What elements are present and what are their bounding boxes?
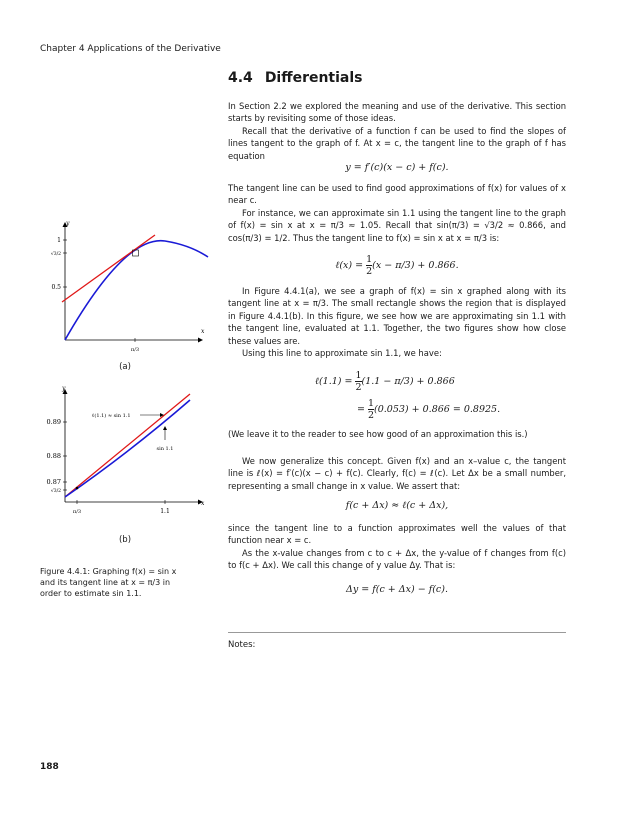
y-tick-label-sqrt3: √3/2 bbox=[50, 252, 61, 257]
x-axis-arrow bbox=[198, 338, 203, 343]
section-title bbox=[228, 70, 375, 86]
eq-lhs: ℓ(1.1) = bbox=[315, 376, 356, 387]
figure-caption: Figure 4.4.1: Graphing f(x) = sin x and its tangent line at x = π/3 in order to estimate sin 1.1. bbox=[40, 567, 177, 598]
y-tick-label-half: 0.5 bbox=[51, 284, 61, 291]
y-tick-label-sqrt3: √3/2 bbox=[50, 489, 61, 494]
frac-den: 2 bbox=[366, 266, 373, 277]
frac-num: 1 bbox=[366, 254, 373, 265]
eq-rhs: (0.053) + 0.866 = 0.8925. bbox=[374, 404, 501, 415]
equation-tangent: y = f′(c)(x − c) + f(c). bbox=[345, 162, 449, 173]
figure-b-label: (b) bbox=[118, 535, 132, 545]
figure-a-label: (a) bbox=[119, 362, 131, 372]
paragraph-block bbox=[228, 455, 566, 492]
paragraph-block bbox=[228, 522, 566, 572]
tangent-line bbox=[62, 235, 155, 302]
paragraph-block bbox=[228, 285, 566, 359]
x-tick-label-11: 1.1 bbox=[160, 508, 170, 515]
paragraph-intro bbox=[228, 100, 566, 162]
paragraph: We now generalize this concept. Given f(x) and an x–value c, the tangent line is ℓ(x) = f′(c)(x − c) + f(c). Clearly, f(c) = ℓ(c). Let Δx be a small number, representing a small change in x value. We assert that: bbox=[228, 456, 566, 491]
annotation-sin: sin 1.1 bbox=[156, 446, 174, 452]
paragraph-block bbox=[228, 182, 566, 244]
x-tick-label-pi3: π/3 bbox=[130, 347, 140, 353]
tangency-point bbox=[76, 487, 79, 490]
sine-curve bbox=[65, 241, 208, 340]
paragraph: As the x-value changes from c to c + Δx, the y-value of f changes from f(c) to f(c + Δx). We call this change of y value Δy. That is: bbox=[228, 547, 566, 571]
frac-num: 1 bbox=[355, 370, 362, 381]
eq-lhs: ℓ(x) = bbox=[335, 260, 367, 271]
paragraph: In Figure 4.4.1(a), we see a graph of f(x) = sin x graphed along with its tangent line at x = π/3. The small rectangle shows the region that is displayed in Figure 4.4.1(b). In this figure, we see how we are approximating sin 1.1 with the tangent line, evaluated at 1.1. Together, the two figures show how close these values are. bbox=[228, 286, 566, 346]
frac-den: 2 bbox=[367, 410, 375, 421]
notes-divider bbox=[228, 632, 566, 633]
paragraph: For instance, we can approximate sin 1.1 using the tangent line to the graph of f(x) = sin x at x = π/3 ≈ 1.05. Recall that sin(π/3) = √3/2 ≈ 0.866, and cos(π/3) = 1/2. Thus the tangent line to f(x) = sin x at x = π/3 is: bbox=[228, 207, 566, 243]
eq-rhs: (x − π/3) + 0.866. bbox=[372, 260, 459, 271]
frac-num: 1 bbox=[367, 398, 375, 409]
equation-approx-2 bbox=[357, 398, 577, 421]
notes-label: Notes: bbox=[228, 640, 256, 650]
paragraph: Recall that the derivative of a function f can be used to find the slopes of lines tangent to the graph of f. At x = c, the tangent line to the graph of f has equation bbox=[228, 125, 566, 161]
paragraph: The tangent line can be used to find good approximations of f(x) for values of x near c. bbox=[228, 183, 566, 206]
y-tick-label-1: 1 bbox=[57, 237, 61, 244]
y-tick-label-088: 0.88 bbox=[46, 452, 61, 460]
frac-den: 2 bbox=[355, 382, 362, 393]
paragraph-note: (We leave it to the reader to see how good of an approximation this is.) bbox=[228, 429, 528, 439]
figure-a-plot bbox=[40, 215, 215, 355]
equation-approx-1 bbox=[315, 370, 565, 393]
chapter-header: Chapter 4 Applications of the Derivative bbox=[40, 44, 221, 54]
page-number: 188 bbox=[40, 762, 59, 772]
equation-assert: f(c + Δx) ≈ ℓ(c + Δx), bbox=[345, 500, 449, 511]
y-tick-label-087: 0.87 bbox=[46, 478, 61, 486]
section-name: Differentials bbox=[264, 70, 363, 86]
y-axis-label: y bbox=[62, 385, 66, 392]
equation-ell bbox=[228, 254, 566, 277]
x-axis-label: x bbox=[201, 500, 205, 507]
paragraph: Using this line to approximate sin 1.1, we have: bbox=[242, 348, 442, 359]
annotation-ell: ℓ(1.1) ≈ sin 1.1 bbox=[92, 413, 131, 419]
x-axis-label: x bbox=[201, 328, 205, 335]
paragraph: In Section 2.2 we explored the meaning and use of the derivative. This section starts by revisiting some of those ideas. bbox=[228, 101, 566, 124]
eq-eq: = bbox=[357, 404, 368, 415]
y-tick-label-089: 0.89 bbox=[46, 418, 61, 426]
section-number: 4.4 bbox=[228, 70, 253, 86]
x-tick-label-pi3: π/3 bbox=[72, 509, 82, 515]
arrowhead bbox=[163, 426, 167, 430]
figure-b-plot bbox=[40, 382, 215, 522]
paragraph: since the tangent line to a function approximates well the values of that function near x = c. bbox=[228, 523, 566, 546]
y-axis-label: y bbox=[66, 220, 70, 227]
eq-rhs: (1.1 − π/3) + 0.866 bbox=[361, 376, 455, 387]
equation-delta-y: Δy = f(c + Δx) − f(c). bbox=[346, 584, 448, 595]
